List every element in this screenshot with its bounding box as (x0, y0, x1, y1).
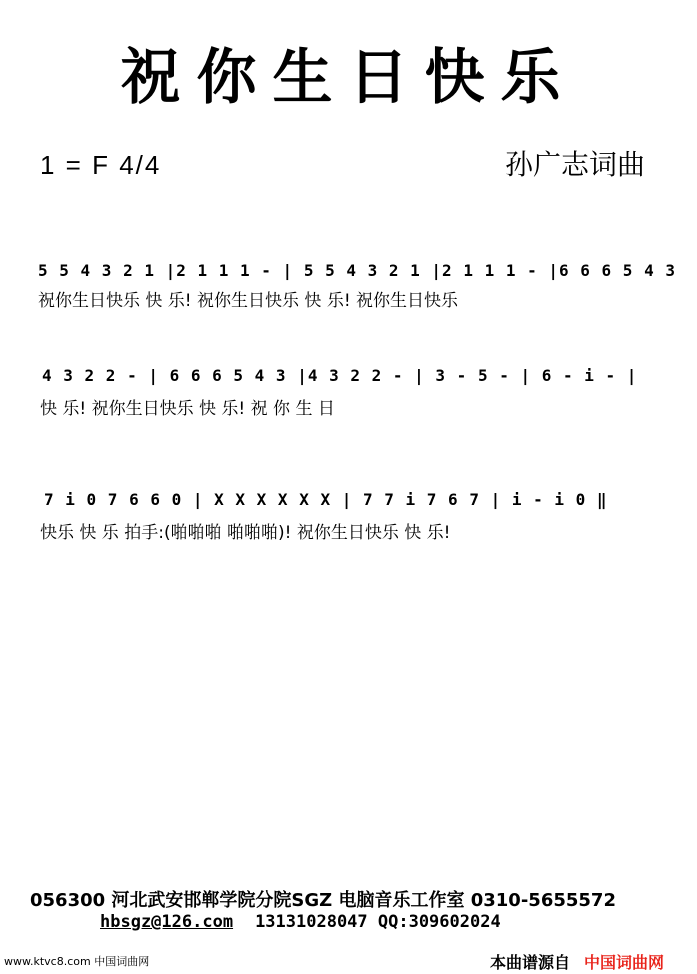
lyrics-row-2: 快 乐! 祝你生日快乐 快 乐! 祝 你 生 日 (40, 399, 335, 419)
contact-line (100, 912, 501, 932)
lyrics-row-1: 祝你生日快乐 快 乐! 祝你生日快乐 快 乐! 祝你生日快乐 (38, 291, 459, 311)
source-label: 本曲谱源自 (490, 953, 571, 972)
email-link[interactable]: hbsgz@126.com (100, 912, 234, 932)
notation-row-3: 7 i 0 7 6 6 0 | X X X X X X | 7 7 i 7 6 7 | i - i 0 ‖ (44, 490, 608, 509)
composer-credit: 孙广志词曲 (505, 148, 646, 181)
lyrics-row-3: 快乐 快 乐 拍手:(啪啪啪 啪啪啪)! 祝你生日快乐 快 乐! (40, 523, 451, 543)
notation-row-1: 5 5 4 3 2 1 |2 1 1 1 - | 5 5 4 3 2 1 |2 1 1 1 - |6 6 6 5 4 3 (38, 261, 676, 280)
key-signature: 1 = F 4/4 (40, 150, 162, 180)
song-title: 祝你生日快乐 (120, 43, 577, 113)
site-watermark: www.ktvc8.com 中国词曲网 (4, 955, 150, 968)
studio-address: 056300 河北武安邯郸学院分院SGZ 电脑音乐工作室 0310-5655572 (30, 890, 616, 911)
phone-qq: 13131028047 QQ:309602024 (255, 912, 501, 932)
notation-row-2: 4 3 2 2 - | 6 6 6 5 4 3 |4 3 2 2 - | 3 - 5 - | 6 - i - | (42, 366, 638, 385)
source-credit (490, 950, 664, 973)
brand-link[interactable]: 中国词曲网 (584, 953, 665, 972)
